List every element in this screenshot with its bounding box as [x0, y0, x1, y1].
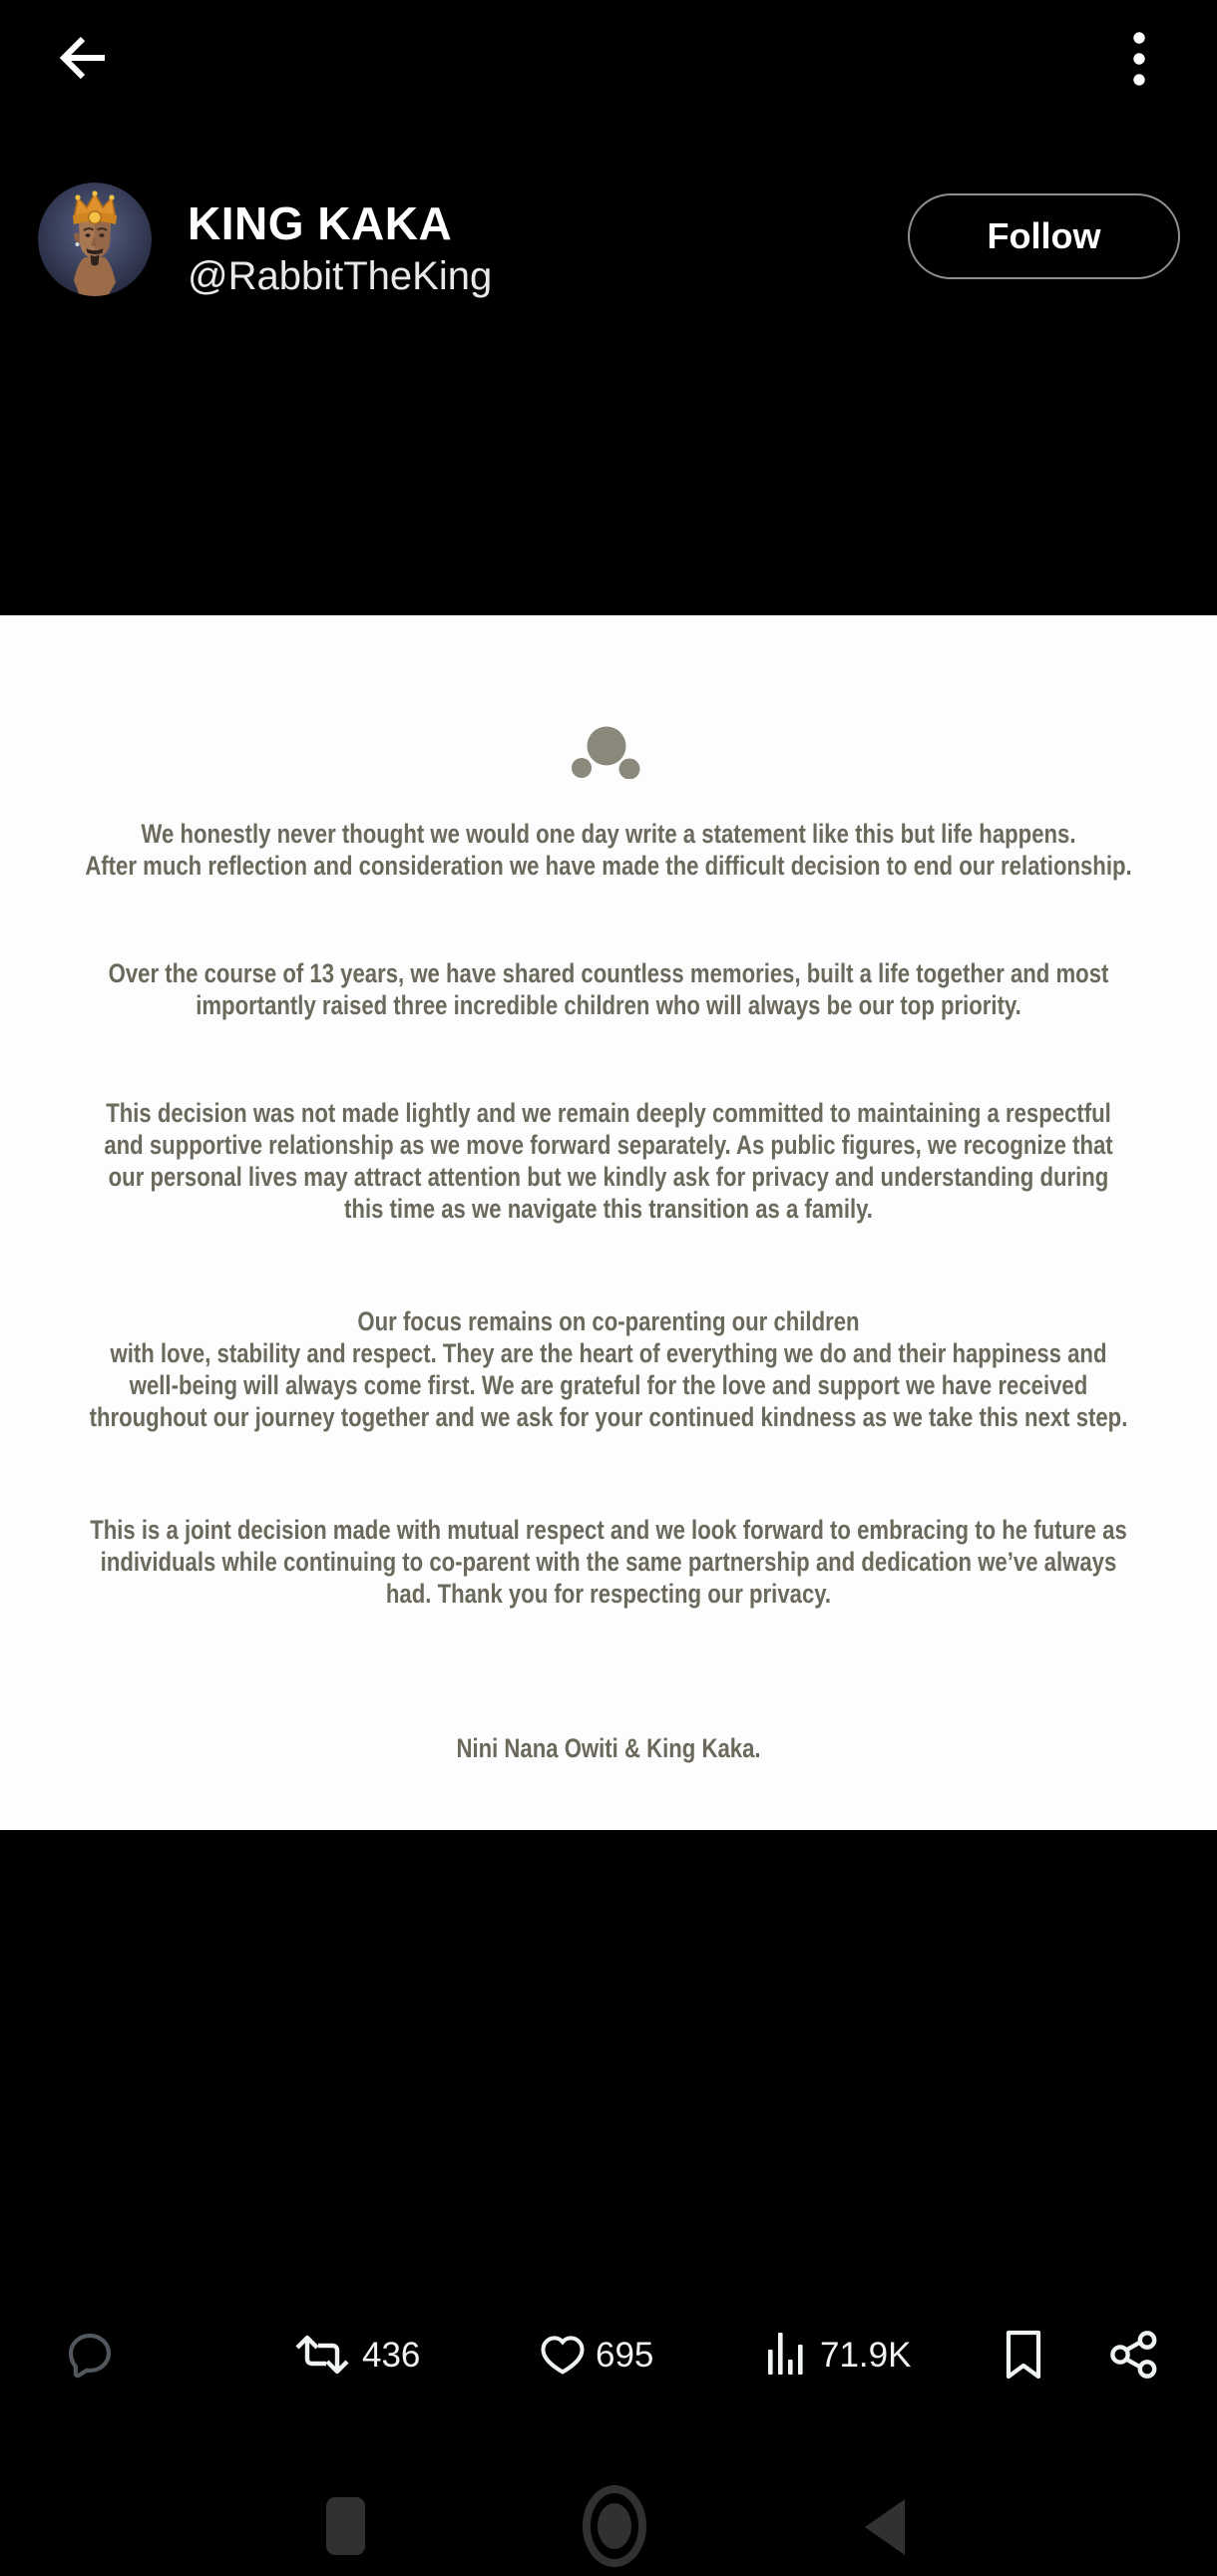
share-icon: [1107, 2329, 1159, 2384]
bookmark-button[interactable]: [1005, 2330, 1042, 2382]
kebab-menu-icon: [1125, 78, 1153, 93]
share-button[interactable]: [1107, 2330, 1159, 2382]
statement-signature: Nini Nana Owiti & King Kaka.: [456, 1733, 761, 1763]
statement-paragraph: Our focus remains on co-parenting our children with love, stability and respect. They are the heart of everything we do and their happiness and well-being will always come first. We are grateful for the love and support we have received throughout our journey together and we ask for your continued kindness as we take this next step.: [89, 1306, 1128, 1432]
display-name: KING KAKA: [188, 197, 453, 249]
repost-count: 436: [362, 2336, 421, 2375]
statement-paragraph: This is a joint decision made with mutual respect and we look forward to embracing to he future as individuals while continuing to co-parent with the same partnership and dedication we’ve always had. Thank you for respecting our privacy.: [90, 1515, 1127, 1609]
repost-button[interactable]: [292, 2330, 420, 2382]
reply-button[interactable]: [64, 2330, 116, 2382]
statement-paragraph: We honestly never thought we would one day write a statement like this but life happens. After much reflection and consideration we have made the difficult decision to end our relationship.: [85, 819, 1132, 881]
home-circle-icon: [577, 2556, 652, 2571]
nav-recents-button[interactable]: [326, 2497, 365, 2558]
king-cartoon-avatar: [38, 283, 152, 296]
views-count: 71.9K: [820, 2336, 912, 2375]
statement-image[interactable]: [0, 615, 1217, 1830]
follow-button[interactable]: Follow: [908, 193, 1180, 279]
statement-paragraph: This decision was not made lightly and we remain deeply committed to maintaining a respectful and supportive relationship as we move forward separately. As public figures, we recognize that our personal lives may attract attention but we kindly ask for privacy and understanding during this time as we navigate this transition as a family.: [104, 1098, 1113, 1224]
more-options-button[interactable]: [1125, 28, 1153, 90]
recents-square-icon: [326, 2543, 365, 2558]
statement-paragraph: Over the course of 13 years, we have shared countless memories, built a life together and most importantly raised three incredible children who will always be our top priority.: [108, 958, 1109, 1020]
user-handle: @RabbitTheKing: [188, 254, 493, 298]
views-button[interactable]: [764, 2330, 911, 2382]
like-icon: [540, 2333, 586, 2380]
statement-text-block: [36, 818, 1181, 1764]
like-count: 695: [596, 2336, 654, 2375]
avatar[interactable]: [38, 183, 152, 296]
bookmark-icon: [1005, 2329, 1042, 2384]
views-icon: [764, 2332, 810, 2381]
back-arrow-icon: [57, 72, 111, 87]
reply-icon: [64, 2329, 116, 2384]
like-button[interactable]: [540, 2330, 653, 2382]
nav-home-button[interactable]: [577, 2484, 652, 2571]
repost-icon: [292, 2333, 352, 2380]
back-button[interactable]: [57, 32, 111, 84]
three-dots-logo: [0, 725, 1217, 779]
nav-back-button[interactable]: [863, 2497, 905, 2560]
back-triangle-icon: [863, 2545, 905, 2560]
